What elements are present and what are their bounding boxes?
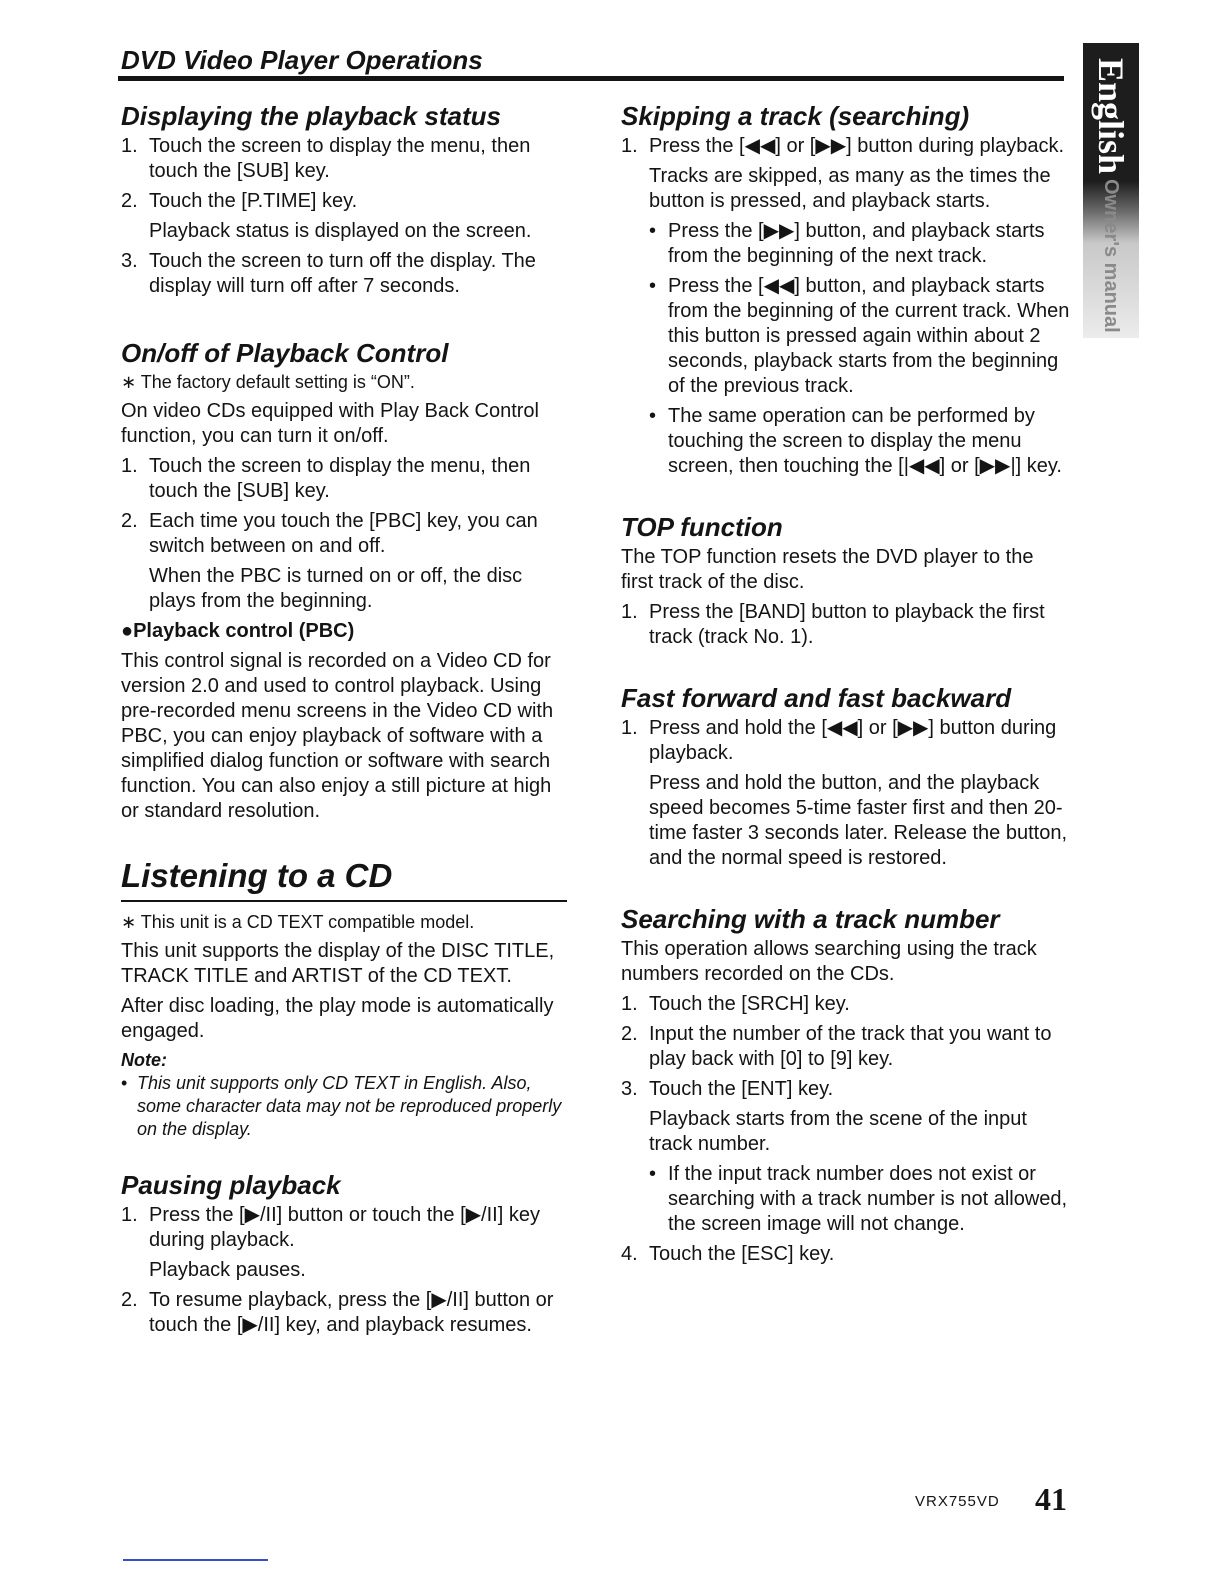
step-list [621,600,1071,650]
step-text: Touch the screen to turn off the display. The display will turn off after 7 seconds. [149,250,536,297]
right-column [621,98,1071,1272]
step-text: Input the number of the track that you want to play back with [0] to [9] key. [649,1023,1052,1070]
section-title: Searching with a track number [621,904,1000,934]
step-text: Touch the [P.TIME] key. [149,190,358,212]
step-text: Touch the [ESC] key. [649,1243,835,1265]
step-item [621,716,1071,766]
step-detail: Playback starts from the scene of the input track number. [649,1108,1027,1155]
step-item [621,1022,1071,1072]
step-number: 3. [621,1078,638,1100]
step-item [621,134,1071,159]
step-number: 1. [621,993,638,1015]
step-number: 2. [121,510,138,532]
section-title: Pausing playback [121,1170,341,1200]
paragraph: This unit supports the display of the DISC TITLE, TRACK TITLE and ARTIST of the CD TEXT. [121,940,555,987]
cdtext-note: ∗ This unit is a CD TEXT compatible model. [121,912,475,932]
chapter-title: Listening to a CD [121,854,567,902]
step-number: 4. [621,1243,638,1265]
step-item [121,1288,567,1338]
step-text: Press the [▶/II] button or touch the [▶/II] key during playback. [149,1204,540,1251]
side-tab-language-label: English [1091,58,1131,175]
step-text: Press the [◀◀] or [▶▶] button during playback. [649,135,1065,157]
note-label: Note: [121,1050,167,1070]
step-detail: Playback status is displayed on the screen. [149,220,532,242]
step-text: Touch the [SRCH] key. [649,993,850,1015]
bullet-item: • Press the [▶▶] button, and playback starts from the beginning of the next track. [649,219,1071,269]
step-list [621,1242,1071,1267]
step-detail: When the PBC is turned on or off, the disc plays from the beginning. [149,565,523,612]
step-number: 1. [621,717,638,739]
step-item [121,454,567,504]
bottom-edge-line [123,1559,268,1561]
step-item [621,1242,1071,1267]
step-text: Touch the screen to display the menu, then touch the [SUB] key. [149,455,531,502]
step-item [621,600,1071,650]
bullet-item: • The same operation can be performed by touching the screen to display the menu screen, then touching the [|◀◀] or [▶▶|] key. [649,404,1071,479]
section-skipping-track [621,98,1071,479]
section-intro: This operation allows searching using the track numbers recorded on the CDs. [621,938,1037,985]
default-setting-note: ∗ The factory default setting is “ON”. [121,372,415,392]
step-detail: Tracks are skipped, as many as the times the button is pressed, and playback starts. [649,165,1051,212]
step-number: 2. [621,1023,638,1045]
step-list [121,454,567,559]
step-list [621,992,1071,1102]
step-item [121,1203,567,1253]
section-title: On/off of Playback Control [121,338,449,368]
step-number: 3. [121,250,138,272]
section-listening-cd [121,854,567,1141]
step-list [121,1203,567,1253]
step-text: Touch the screen to display the menu, then touch the [SUB] key. [149,135,531,182]
step-number: 1. [121,455,138,477]
section-playback-status [121,98,567,299]
step-list [121,1288,567,1338]
bullet-list [621,219,1071,479]
pbc-description: This control signal is recorded on a Video CD for version 2.0 and used to control playback. Using pre-recorded menu screens in the Video CD with PBC, you can enjoy playback of software with a simplified dialog function or software with search function. You can also enjoy a still picture at high or standard resolution. [121,650,554,822]
section-title: Fast forward and fast backward [621,683,1012,713]
step-item [621,1077,1071,1102]
step-list [621,134,1071,159]
step-list [621,716,1071,766]
section-intro: The TOP function resets the DVD player to the first track of the disc. [621,546,1034,593]
step-number: 1. [121,135,138,157]
step-number: 2. [121,1289,138,1311]
section-intro: On video CDs equipped with Play Back Control function, you can turn it on/off. [121,400,539,447]
step-item [121,189,567,214]
bullet-item: • If the input track number does not exist or searching with a track number is not allowed, the screen image will not change. [649,1162,1071,1237]
section-title: Displaying the playback status [121,101,502,131]
step-number: 2. [121,190,138,212]
step-detail: Playback pauses. [149,1259,306,1281]
step-number: 1. [621,601,638,623]
step-text: To resume playback, press the [▶/II] button or touch the [▶/II] key, and playback resumes. [149,1289,554,1336]
section-pausing [121,1167,567,1338]
section-search-track-number [621,901,1071,1267]
left-column [121,98,567,1343]
section-title: Skipping a track (searching) [621,101,970,131]
bullet-list [621,1162,1071,1237]
step-text: Each time you touch the [PBC] key, you can switch between on and off. [149,510,538,557]
header-rule [118,76,1064,81]
page-header-title: DVD Video Player Operations [121,45,483,75]
step-number: 1. [621,135,638,157]
step-item [121,509,567,559]
step-list [121,249,567,299]
section-top-function [621,509,1071,650]
step-item [121,249,567,299]
bullet-item: • Press the [◀◀] button, and playback starts from the beginning of the current track. When this button is pressed again within about 2 seconds, playback starts from the beginning of the previous track. [649,274,1071,399]
step-item [621,992,1071,1017]
step-number: 1. [121,1204,138,1226]
step-detail: Press and hold the button, and the playback speed becomes 5-time faster first and then 20-time faster 3 seconds later. Release the button, and the normal speed is restored. [649,772,1068,869]
step-text: Press the [BAND] button to playback the first track (track No. 1). [649,601,1045,648]
side-tab-subtitle-label: Owner's manual [1100,178,1122,333]
pbc-heading: ●Playback control (PBC) [121,620,355,642]
footer-page-number: 41 [1035,1481,1067,1517]
note-text: • This unit supports only CD TEXT in English. Also, some character data may not be reproduced properly on the display. [121,1072,567,1141]
section-pbc-onoff [121,335,567,824]
step-text: Touch the [ENT] key. [649,1078,834,1100]
section-title: TOP function [621,512,783,542]
step-item [121,134,567,184]
step-list [121,134,567,214]
section-fast-forward [621,680,1071,871]
step-text: Press and hold the [◀◀] or [▶▶] button during playback. [649,717,1057,764]
footer-model-number: VRX755VD [915,1493,1000,1510]
paragraph: After disc loading, the play mode is automatically engaged. [121,995,554,1042]
